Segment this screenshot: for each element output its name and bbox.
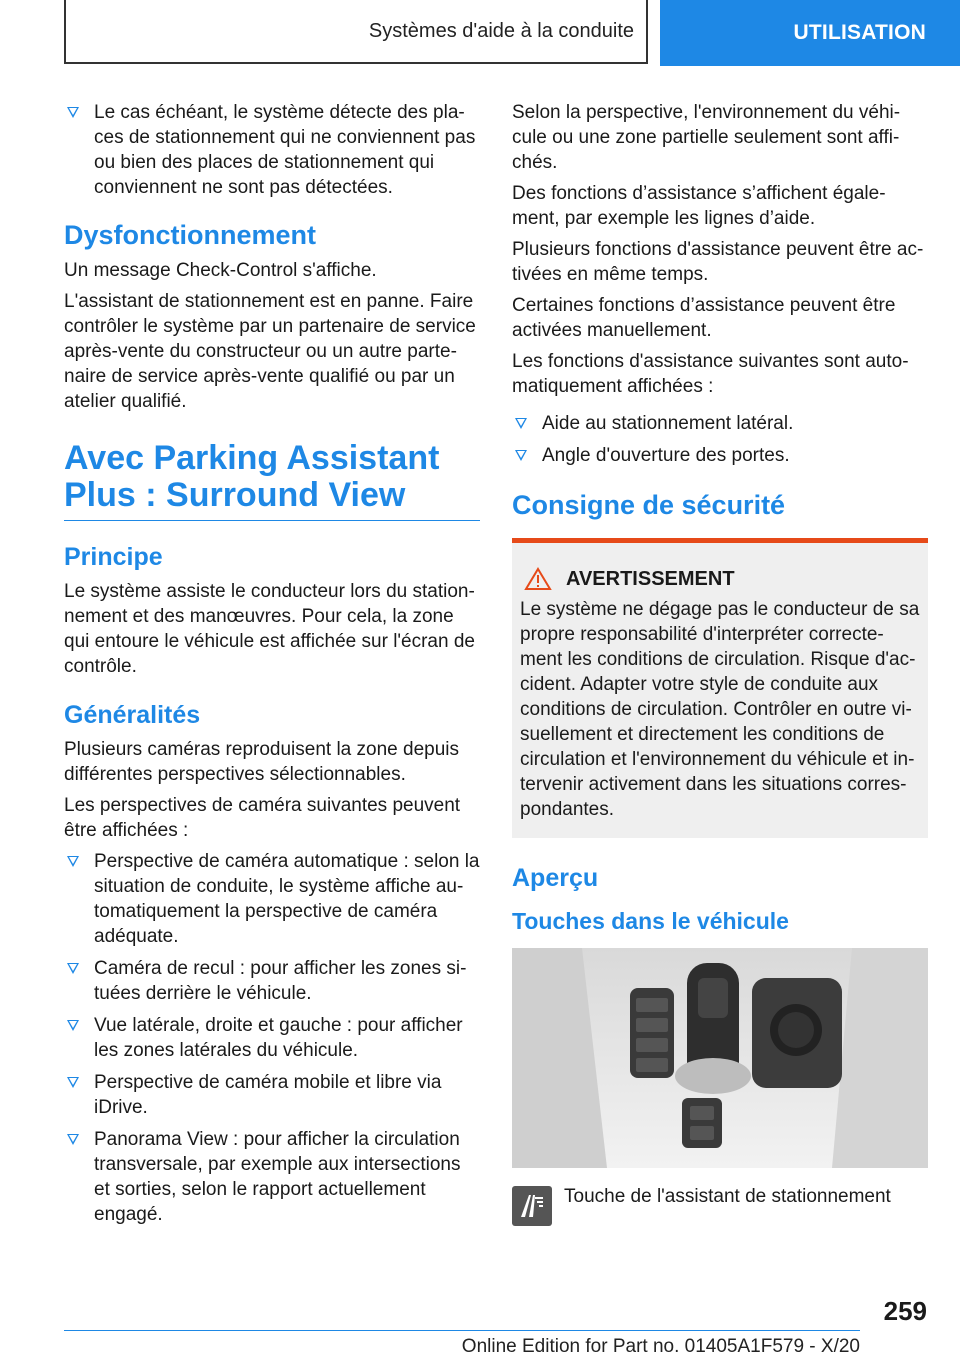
bullet-triangle-icon (67, 963, 79, 974)
list-item-text: Perspective de caméra mobile et libre via iDrive. (94, 1072, 442, 1118)
list-item (64, 100, 480, 200)
bullet-triangle-icon (67, 1134, 79, 1145)
camera-perspective-list (64, 849, 480, 1227)
paragraph: Selon la perspective, l'environnement du véhi-cule ou une zone partielle seulement sont affi-chés. (512, 102, 901, 173)
safety-heading: Consigne de sécurité (512, 490, 786, 520)
auto-functions-list (512, 411, 928, 468)
paragraph: L'assistant de stationnement est en panne. Faire contrôler le système par un partenaire de service après-vente du constructeur ou un autre parte-naire de service après-vente qualifié ou par un atelier qualifié. (64, 291, 476, 412)
paragraph: Les perspectives de caméra suivantes peuvent être affichées : (64, 795, 461, 841)
paragraph: Le système assiste le conducteur lors du station-nement et des manœuvres. Pour cela, la zone qui entoure le véhicule est affichée sur l'écran de contrôle. (64, 581, 475, 677)
header-tab-label: UTILISATION (793, 21, 926, 44)
list-item-text: Perspective de caméra automatique : selon la situation de conduite, le système affiche au-tomatiquement la perspective de caméra adéquate. (94, 851, 480, 947)
bullet-triangle-icon (67, 1077, 79, 1088)
header-section-box (64, 0, 648, 64)
header-chapter-tab (660, 0, 960, 66)
paragraph: Les fonctions d'assistance suivantes sont auto-matiquement affichées : (512, 351, 909, 397)
list-item (512, 411, 928, 436)
footer-edition: Online Edition for Part no. 01405A1F579 - X/20 (461, 1336, 860, 1357)
warning-box (512, 538, 928, 838)
bullet-triangle-icon (67, 107, 79, 118)
page-number: 259 (883, 1296, 927, 1326)
intro-bullet-list (64, 100, 480, 200)
bullet-triangle-icon (67, 856, 79, 867)
warning-triangle-icon (524, 567, 552, 591)
list-item (64, 956, 480, 1006)
footer-divider (64, 1330, 860, 1331)
list-item-text: Panorama View : pour afficher la circulation transversale, par exemple aux intersections et sorties, selon le rapport actuellement engagé. (94, 1129, 461, 1225)
chapter-title: Avec Parking Assistant Plus : Surround View (64, 440, 480, 521)
generalites-heading: Généralités (64, 701, 201, 729)
bullet-triangle-icon (515, 450, 527, 461)
bullet-triangle-icon (515, 418, 527, 429)
header-section-title: Systèmes d'aide à la conduite (368, 19, 634, 42)
caption-row (512, 1186, 928, 1226)
apercu-heading: Aperçu (512, 864, 599, 892)
list-item (64, 849, 480, 949)
list-item (512, 443, 928, 468)
paragraph: Certaines fonctions d’assistance peuvent être activées manuellement. (512, 295, 896, 341)
bullet-triangle-icon (67, 1020, 79, 1031)
parking-assistant-key-icon (512, 1186, 552, 1226)
warning-title: AVERTISSEMENT (566, 567, 735, 590)
list-item (64, 1070, 480, 1120)
key-caption: Touche de l'assistant de stationnement (564, 1186, 891, 1207)
paragraph: Des fonctions d’assistance s’affichent égale-ment, par exemple les lignes d’aide. (512, 183, 886, 229)
paragraph: Plusieurs fonctions d'assistance peuvent être ac-tivées en même temps. (512, 239, 924, 285)
list-item (64, 1127, 480, 1227)
list-item-text: Le cas échéant, le système détecte des pla-ces de stationnement qui ne conviennent pas ou bien des places de stationnement qui conviennent ne sont pas détectées. (94, 102, 476, 198)
right-column (512, 100, 928, 1226)
warning-text: Le système ne dégage pas le conducteur de sa propre responsabilité d'interpréter correcte-ment les conditions de circulation. Risque d'ac-cident. Adapter votre style de conduite aux conditions de circulation. Contrôler en outre vi-suellement et directement les conditions de circulation et l'environnement du véhicule et in-tervenir activement dans les situations corres-pondantes. (520, 599, 920, 820)
list-item-text: Angle d'ouverture des portes. (542, 445, 790, 466)
principe-heading: Principe (64, 543, 163, 571)
paragraph: Plusieurs caméras reproduisent la zone depuis différentes perspectives sélectionnables. (64, 739, 459, 785)
paragraph: Un message Check-Control s'affiche. (64, 260, 377, 281)
list-item-text: Vue latérale, droite et gauche : pour afficher les zones latérales du véhicule. (94, 1015, 463, 1061)
list-item-text: Aide au stationnement latéral. (542, 413, 794, 434)
touches-heading: Touches dans le véhicule (512, 908, 789, 934)
left-column (64, 100, 480, 1234)
center-console-photo (512, 948, 928, 1168)
list-item (64, 1013, 480, 1063)
list-item-text: Caméra de recul : pour afficher les zones si-tuées derrière le véhicule. (94, 958, 467, 1004)
center-console-illustration (512, 948, 928, 1168)
warning-title-row (520, 567, 920, 591)
dysfonctionnement-heading: Dysfonctionnement (64, 220, 317, 250)
